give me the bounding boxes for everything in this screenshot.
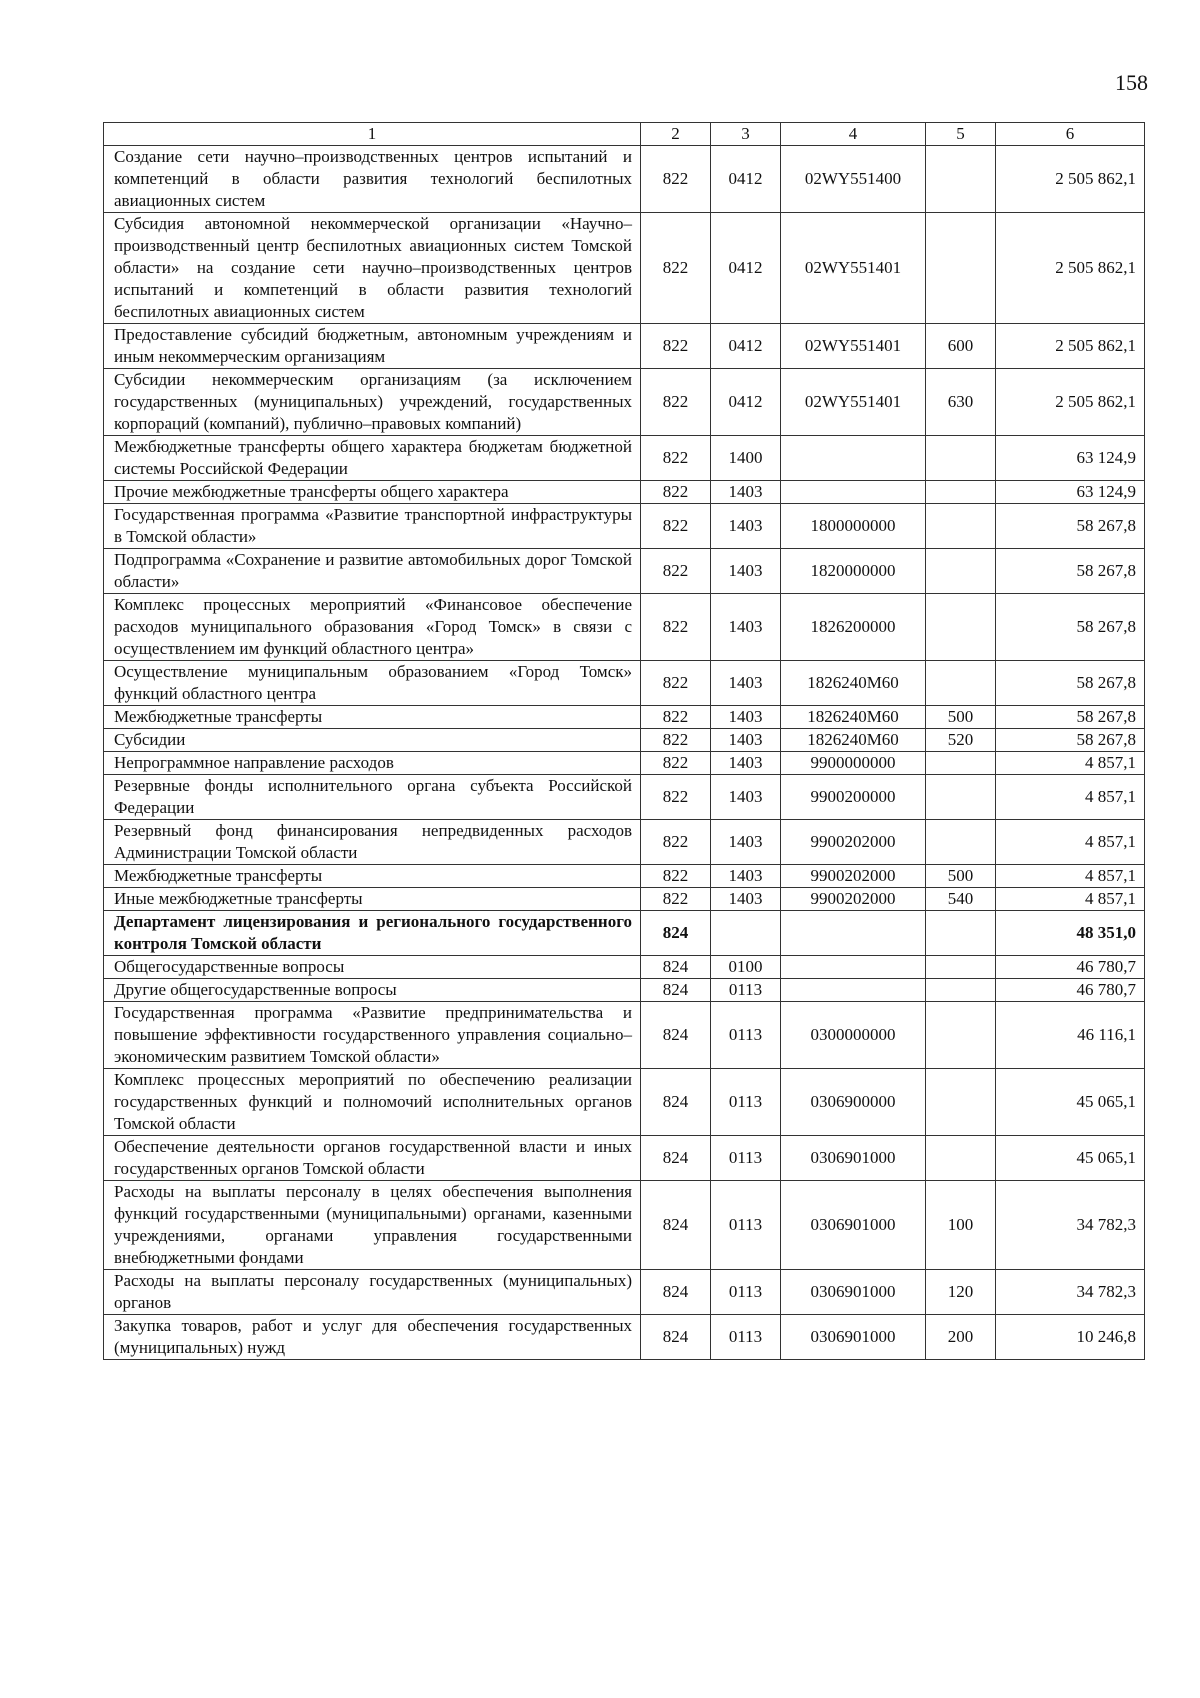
row-amount-cell: 45 065,1 (996, 1136, 1145, 1181)
row-amount-cell: 34 782,3 (996, 1270, 1145, 1315)
row-target-item-cell: 1826240M60 (781, 706, 926, 729)
row-section-code-cell: 0113 (711, 1002, 781, 1069)
row-amount-cell: 2 505 862,1 (996, 213, 1145, 324)
row-name-cell: Создание сети научно–производственных центров испытаний и компетенций в области развития технологий беспилотных авиационных систем (104, 146, 641, 213)
row-ministry-code-cell: 822 (641, 594, 711, 661)
row-name-cell: Межбюджетные трансферты (104, 865, 641, 888)
row-target-item-cell: 02WY551401 (781, 369, 926, 436)
row-section-code-cell: 1403 (711, 729, 781, 752)
row-amount-cell: 4 857,1 (996, 820, 1145, 865)
row-target-item-cell: 0306901000 (781, 1136, 926, 1181)
table-row (104, 775, 1145, 820)
row-target-item-cell: 1826240M60 (781, 661, 926, 706)
table-row (104, 1002, 1145, 1069)
budget-table (103, 122, 1145, 1360)
row-amount-cell: 2 505 862,1 (996, 146, 1145, 213)
row-section-code-cell (711, 911, 781, 956)
row-ministry-code-cell: 822 (641, 888, 711, 911)
row-expense-type-cell (926, 1002, 996, 1069)
row-expense-type-cell (926, 1069, 996, 1136)
row-ministry-code-cell: 824 (641, 1315, 711, 1360)
row-target-item-cell: 02WY551401 (781, 324, 926, 369)
row-expense-type-cell (926, 911, 996, 956)
table-row (104, 1181, 1145, 1270)
row-expense-type-cell (926, 775, 996, 820)
table-row (104, 956, 1145, 979)
table-row (104, 146, 1145, 213)
table-row (104, 1069, 1145, 1136)
row-expense-type-cell (926, 594, 996, 661)
row-amount-cell: 46 116,1 (996, 1002, 1145, 1069)
row-ministry-code-cell: 824 (641, 911, 711, 956)
row-ministry-code-cell: 824 (641, 1181, 711, 1270)
row-target-item-cell: 0306900000 (781, 1069, 926, 1136)
table-row (104, 1315, 1145, 1360)
row-section-code-cell: 0113 (711, 1315, 781, 1360)
row-name-cell: Межбюджетные трансферты (104, 706, 641, 729)
row-section-code-cell: 1403 (711, 752, 781, 775)
table-row (104, 213, 1145, 324)
row-section-code-cell: 1403 (711, 504, 781, 549)
table-row (104, 481, 1145, 504)
row-expense-type-cell: 500 (926, 865, 996, 888)
row-target-item-cell: 1826200000 (781, 594, 926, 661)
row-name-cell: Прочие межбюджетные трансферты общего характера (104, 481, 641, 504)
row-section-code-cell: 0113 (711, 1136, 781, 1181)
page-number: 158 (1115, 70, 1148, 95)
table-row (104, 911, 1145, 956)
row-expense-type-cell (926, 504, 996, 549)
row-section-code-cell: 0412 (711, 213, 781, 324)
row-section-code-cell: 0412 (711, 146, 781, 213)
table-body (104, 146, 1145, 1360)
row-target-item-cell: 02WY551400 (781, 146, 926, 213)
table-row (104, 865, 1145, 888)
row-target-item-cell (781, 436, 926, 481)
row-name-cell: Государственная программа «Развитие предпринимательства и повышение эффективности государственного управления социально–экономическим развитием Томской области» (104, 1002, 641, 1069)
table-row (104, 369, 1145, 436)
row-amount-cell: 4 857,1 (996, 775, 1145, 820)
row-ministry-code-cell: 824 (641, 1002, 711, 1069)
column-header: 6 (996, 123, 1145, 146)
row-target-item-cell: 9900202000 (781, 865, 926, 888)
row-expense-type-cell: 600 (926, 324, 996, 369)
row-expense-type-cell (926, 820, 996, 865)
row-amount-cell: 34 782,3 (996, 1181, 1145, 1270)
row-ministry-code-cell: 822 (641, 820, 711, 865)
row-name-cell: Комплекс процессных мероприятий по обеспечению реализации государственных функций и полномочий исполнительных органов Томской области (104, 1069, 641, 1136)
row-section-code-cell: 0113 (711, 979, 781, 1002)
table-row (104, 752, 1145, 775)
row-amount-cell: 4 857,1 (996, 888, 1145, 911)
row-expense-type-cell: 120 (926, 1270, 996, 1315)
row-section-code-cell: 1403 (711, 594, 781, 661)
row-ministry-code-cell: 824 (641, 956, 711, 979)
row-amount-cell: 58 267,8 (996, 504, 1145, 549)
table-row (104, 504, 1145, 549)
row-section-code-cell: 1400 (711, 436, 781, 481)
table-row (104, 661, 1145, 706)
row-target-item-cell: 02WY551401 (781, 213, 926, 324)
row-section-code-cell: 0412 (711, 324, 781, 369)
row-name-cell: Резервные фонды исполнительного органа субъекта Российской Федерации (104, 775, 641, 820)
row-target-item-cell: 0306901000 (781, 1270, 926, 1315)
row-ministry-code-cell: 824 (641, 1270, 711, 1315)
row-expense-type-cell: 500 (926, 706, 996, 729)
row-amount-cell: 58 267,8 (996, 594, 1145, 661)
row-amount-cell: 58 267,8 (996, 549, 1145, 594)
row-amount-cell: 63 124,9 (996, 436, 1145, 481)
column-number-row (104, 123, 1145, 146)
row-expense-type-cell (926, 979, 996, 1002)
row-ministry-code-cell: 824 (641, 1136, 711, 1181)
row-target-item-cell: 9900000000 (781, 752, 926, 775)
row-target-item-cell: 0306901000 (781, 1181, 926, 1270)
row-target-item-cell: 1826240M60 (781, 729, 926, 752)
row-ministry-code-cell: 822 (641, 729, 711, 752)
row-name-cell: Резервный фонд финансирования непредвиденных расходов Администрации Томской области (104, 820, 641, 865)
row-amount-cell: 58 267,8 (996, 706, 1145, 729)
row-name-cell: Обеспечение деятельности органов государственной власти и иных государственных органов Томской области (104, 1136, 641, 1181)
row-name-cell: Непрограммное направление расходов (104, 752, 641, 775)
table-row (104, 888, 1145, 911)
row-amount-cell: 48 351,0 (996, 911, 1145, 956)
row-ministry-code-cell: 822 (641, 865, 711, 888)
row-section-code-cell: 1403 (711, 775, 781, 820)
row-target-item-cell (781, 911, 926, 956)
row-section-code-cell: 0113 (711, 1069, 781, 1136)
row-section-code-cell: 0100 (711, 956, 781, 979)
row-ministry-code-cell: 822 (641, 324, 711, 369)
row-amount-cell: 45 065,1 (996, 1069, 1145, 1136)
column-header: 4 (781, 123, 926, 146)
row-expense-type-cell: 200 (926, 1315, 996, 1360)
row-ministry-code-cell: 822 (641, 213, 711, 324)
row-ministry-code-cell: 822 (641, 436, 711, 481)
row-target-item-cell (781, 481, 926, 504)
row-section-code-cell: 0412 (711, 369, 781, 436)
table-row (104, 324, 1145, 369)
row-expense-type-cell (926, 549, 996, 594)
row-amount-cell: 4 857,1 (996, 752, 1145, 775)
row-ministry-code-cell: 824 (641, 1069, 711, 1136)
row-section-code-cell: 1403 (711, 888, 781, 911)
row-name-cell: Иные межбюджетные трансферты (104, 888, 641, 911)
row-section-code-cell: 1403 (711, 549, 781, 594)
row-amount-cell: 63 124,9 (996, 481, 1145, 504)
row-section-code-cell: 0113 (711, 1270, 781, 1315)
row-ministry-code-cell: 822 (641, 706, 711, 729)
row-name-cell: Расходы на выплаты персоналу в целях обеспечения выполнения функций государственными (муниципальными) органами, казенными учреждениями, органами управления государственными внебюджетными фондами (104, 1181, 641, 1270)
row-name-cell: Субсидия автономной некоммерческой организации «Научно–производственный центр беспилотных авиационных систем Томской области» на создание сети научно–производственных центров испытаний и компетенций в области развития технологий беспилотных авиационных систем (104, 213, 641, 324)
row-amount-cell: 58 267,8 (996, 661, 1145, 706)
row-expense-type-cell (926, 661, 996, 706)
row-target-item-cell: 1820000000 (781, 549, 926, 594)
row-ministry-code-cell: 822 (641, 775, 711, 820)
table-row (104, 436, 1145, 481)
row-name-cell: Межбюджетные трансферты общего характера бюджетам бюджетной системы Российской Федерации (104, 436, 641, 481)
row-name-cell: Государственная программа «Развитие транспортной инфраструктуры в Томской области» (104, 504, 641, 549)
row-amount-cell: 46 780,7 (996, 956, 1145, 979)
table-row (104, 979, 1145, 1002)
row-target-item-cell: 0300000000 (781, 1002, 926, 1069)
table-row (104, 706, 1145, 729)
row-target-item-cell: 9900202000 (781, 820, 926, 865)
row-section-code-cell: 1403 (711, 661, 781, 706)
row-name-cell: Субсидии (104, 729, 641, 752)
row-amount-cell: 58 267,8 (996, 729, 1145, 752)
row-expense-type-cell (926, 213, 996, 324)
row-target-item-cell: 1800000000 (781, 504, 926, 549)
table-row (104, 729, 1145, 752)
row-expense-type-cell (926, 481, 996, 504)
row-expense-type-cell (926, 752, 996, 775)
table-row (104, 549, 1145, 594)
row-expense-type-cell (926, 956, 996, 979)
row-ministry-code-cell: 822 (641, 504, 711, 549)
row-amount-cell: 4 857,1 (996, 865, 1145, 888)
row-amount-cell: 2 505 862,1 (996, 324, 1145, 369)
column-header: 2 (641, 123, 711, 146)
row-expense-type-cell: 540 (926, 888, 996, 911)
row-expense-type-cell (926, 146, 996, 213)
row-target-item-cell (781, 956, 926, 979)
row-name-cell: Подпрограмма «Сохранение и развитие автомобильных дорог Томской области» (104, 549, 641, 594)
row-section-code-cell: 1403 (711, 865, 781, 888)
row-amount-cell: 46 780,7 (996, 979, 1145, 1002)
row-amount-cell: 2 505 862,1 (996, 369, 1145, 436)
row-expense-type-cell: 520 (926, 729, 996, 752)
row-section-code-cell: 1403 (711, 820, 781, 865)
row-ministry-code-cell: 822 (641, 481, 711, 504)
row-name-cell: Комплекс процессных мероприятий «Финансовое обеспечение расходов муниципального образования «Город Томск» в связи с осуществлением им функций областного центра» (104, 594, 641, 661)
row-name-cell: Предоставление субсидий бюджетным, автономным учреждениям и иным некоммерческим организациям (104, 324, 641, 369)
row-ministry-code-cell: 822 (641, 752, 711, 775)
row-ministry-code-cell: 822 (641, 549, 711, 594)
row-expense-type-cell (926, 1136, 996, 1181)
row-name-cell: Субсидии некоммерческим организациям (за исключением государственных (муниципальных) учреждений, государственных корпораций (компаний), публично–правовых компаний) (104, 369, 641, 436)
row-target-item-cell: 9900200000 (781, 775, 926, 820)
row-section-code-cell: 0113 (711, 1181, 781, 1270)
column-header: 5 (926, 123, 996, 146)
row-ministry-code-cell: 822 (641, 146, 711, 213)
row-name-cell: Закупка товаров, работ и услуг для обеспечения государственных (муниципальных) нужд (104, 1315, 641, 1360)
row-section-code-cell: 1403 (711, 481, 781, 504)
column-header: 3 (711, 123, 781, 146)
row-name-cell: Другие общегосударственные вопросы (104, 979, 641, 1002)
row-target-item-cell: 9900202000 (781, 888, 926, 911)
row-expense-type-cell (926, 436, 996, 481)
row-expense-type-cell: 630 (926, 369, 996, 436)
row-ministry-code-cell: 822 (641, 661, 711, 706)
row-name-cell: Департамент лицензирования и регионального государственного контроля Томской области (104, 911, 641, 956)
row-name-cell: Расходы на выплаты персоналу государственных (муниципальных) органов (104, 1270, 641, 1315)
table-row (104, 1136, 1145, 1181)
table-row (104, 1270, 1145, 1315)
row-name-cell: Общегосударственные вопросы (104, 956, 641, 979)
row-expense-type-cell: 100 (926, 1181, 996, 1270)
table-row (104, 594, 1145, 661)
row-name-cell: Осуществление муниципальным образованием «Город Томск» функций областного центра (104, 661, 641, 706)
row-amount-cell: 10 246,8 (996, 1315, 1145, 1360)
row-target-item-cell: 0306901000 (781, 1315, 926, 1360)
row-target-item-cell (781, 979, 926, 1002)
table-row (104, 820, 1145, 865)
row-ministry-code-cell: 824 (641, 979, 711, 1002)
row-ministry-code-cell: 822 (641, 369, 711, 436)
row-section-code-cell: 1403 (711, 706, 781, 729)
column-header: 1 (104, 123, 641, 146)
